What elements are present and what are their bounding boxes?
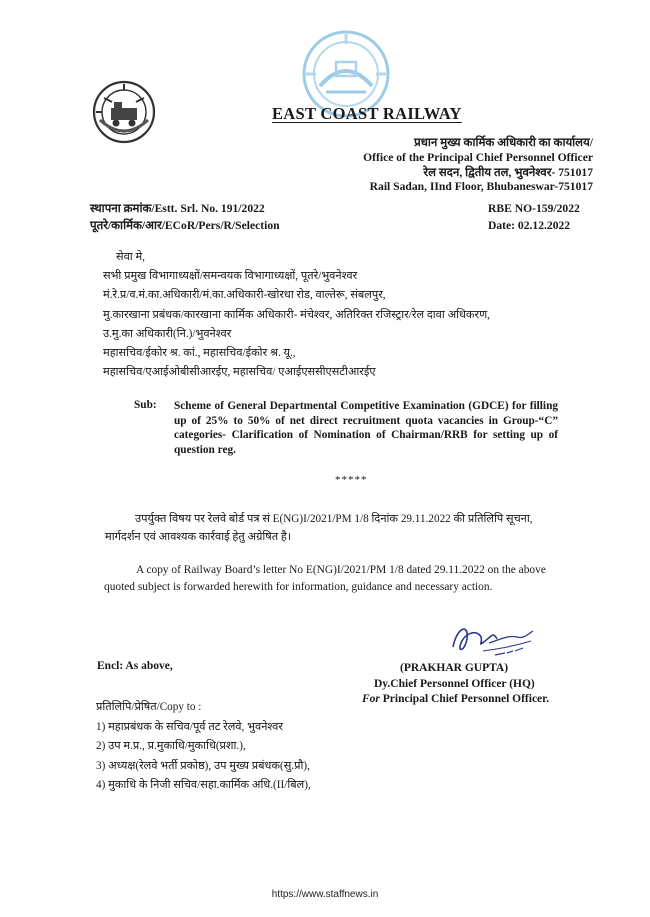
addressee-line: मं.रे.प्र/व.मं.का.अधिकारी/मं.का.अधिकारी-खोरधा रोड, वाल्तेरू, संबलपुर, [103,289,386,302]
paragraph-line: quoted subject is forwarded herewith for information, guidance and necessary action. [104,580,493,593]
signatory-for-line [362,692,549,708]
for-prefix: For [362,693,380,705]
copy-to-item: 4) मुकाधि के निजी सचिव/सहा.कार्मिक अधि.(II/बिल), [96,779,311,792]
footer-url[interactable]: https://www.staffnews.in [271,889,379,900]
copy-to-list [96,698,311,796]
addressee-line: सभी प्रमुख विभागाध्यक्षों/समन्वयक विभागाध्यक्षों, पूतरे/भुवनेश्वर [103,270,358,283]
rbe-reference [488,200,580,234]
copy-to-item: 2) उप म.प्र., प्र.मुकाधि/मुकाधि(प्रशा.), [96,740,246,753]
hindi-paragraph [105,510,590,546]
reference-numbers [90,200,280,234]
english-paragraph [104,562,592,595]
office-line: Office of the Principal Chief Personnel Officer [363,150,593,164]
addressee-line: सेवा मे, [116,251,145,263]
rbe-number: RBE NO-159/2022 [488,202,580,215]
establishment-serial: स्थापना क्रमांक/Estt. Srl. No. 191/2022 [90,202,265,215]
separator: ***** [335,474,368,486]
office-address [363,136,593,195]
office-line: Rail Sadan, IInd Floor, Bhubaneswar-751017 [369,180,593,194]
for-text: Principal Chief Personnel Officer. [379,693,550,705]
addressee-line: महासचिव/ईकोर श्र. कां., महासचिव/ईकोर श्र. यू., [103,347,296,360]
paragraph-line: A copy of Railway Board’s letter No E(NG)I/2021/PM 1/8 dated 29.11.2022 on the above [136,564,546,576]
handwritten-signature [447,617,537,663]
copy-to-item: 3) अध्यक्ष(रेलवे भर्ती प्रकोष्ठ), उप मुख्य प्रबंधक(सु.प्रौ), [96,759,310,772]
letter-date: Date: 02.12.2022 [488,219,571,232]
signatory-designation: Dy.Chief Personnel Officer (HQ) [374,677,535,690]
copy-to-item: 1) महाप्रबंधक के सचिव/पूर्व तट रेलवे, भुवनेश्वर [96,720,283,733]
office-line: प्रधान मुख्य कार्मिक अधिकारी का कार्यालय/ [414,136,593,149]
indian-railways-seal [92,80,156,144]
addressee-list [103,248,490,382]
paragraph-line: मार्गदर्शन एवं आवश्यक कार्रवाई हेतु अग्रेषित है। [105,531,292,543]
copy-to-heading: प्रतिलिपि/प्रेषित/Copy to : [96,701,202,713]
office-line: रेल सदन, द्वितीय तल, भुवनेश्वर- 751017 [423,165,593,179]
enclosure-note: Encl: As above, [97,660,173,672]
addressee-line: मु.कारखाना प्रबंधक/कारखाना कार्मिक अधिकारी- मंचेश्वर, अतिरिक्त रजिस्ट्रार/रेल दावा अधिकरण, [103,308,490,321]
signatory-name: (PRAKHAR GUPTA) [400,662,509,674]
subject-label: Sub: [134,399,157,411]
organization-title: EAST COAST RAILWAY [272,104,462,123]
signatory-block [362,661,549,708]
file-reference: पूतरे/कार्मिक/आर/ECoR/Pers/R/Selection [90,219,280,232]
paragraph-line: उपर्युक्त विषय पर रेलवे बोर्ड पत्र सं E(NG)I/2021/PM 1/8 दिनांक 29.11.2022 की प्रतिलिपि सूचना, [135,513,533,525]
addressee-line: महासचिव/एआईओबीसीआरईए, महासचिव/ एआईएससीएसटीआरईए [103,366,376,379]
addressee-line: उ.मु.का अधिकारी(नि.)/भुवनेश्वर [103,327,232,340]
subject-text: Scheme of General Departmental Competitive Examination (GDCE) for filling up of 25% to 50% of net direct recruitment quota vacancies in Group-“C” categories- Clarification of Nomination of Chairman/RRB for setting up of question reg. [174,400,558,456]
